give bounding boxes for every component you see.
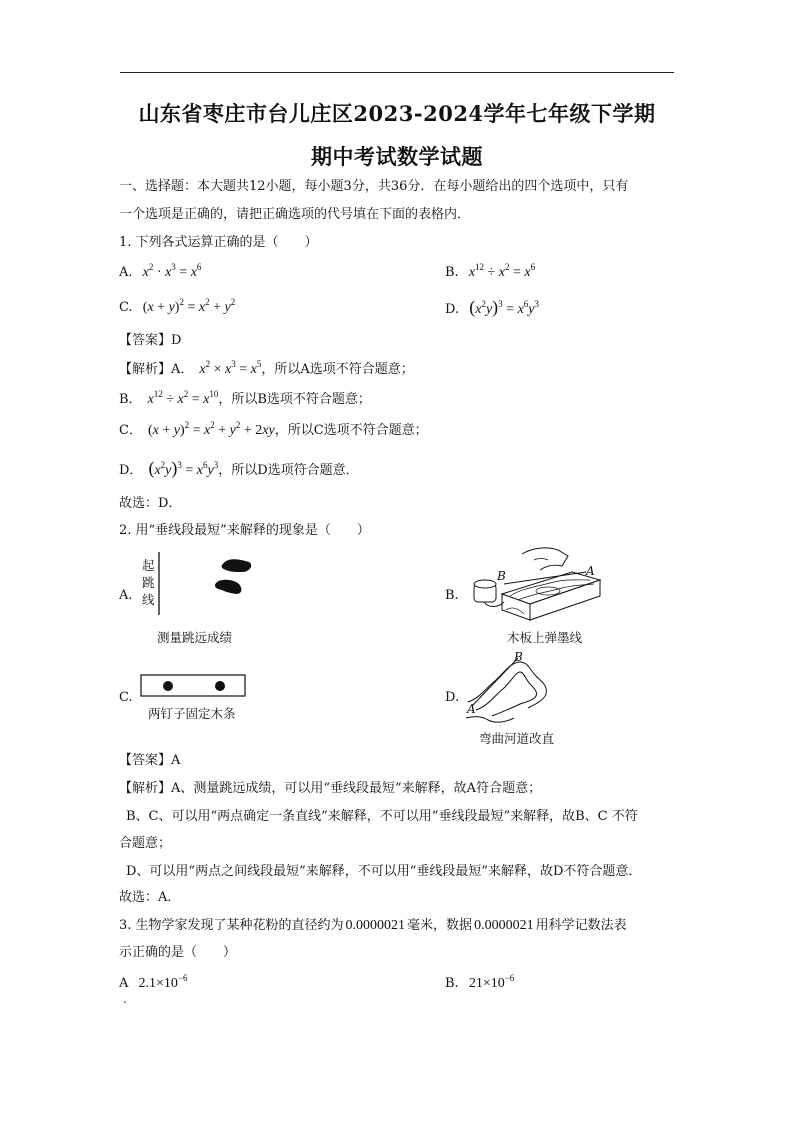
q1-analysis-d-formula: $(x^2y)^3 = x^6y^3$ (148, 458, 219, 478)
q3-option-b-exponent: −6 (504, 973, 515, 983)
q1-option-d-label: D. (445, 302, 460, 317)
q3-stem-part-1: 3. 生物学家发现了某种花粉的直径约为 (119, 918, 344, 933)
point-b-label-river: B (514, 650, 523, 664)
river-bank-inner (476, 672, 537, 716)
q1-analysis-a-head: 【解析】A． (119, 362, 194, 377)
q3-stem-part-3: 用科学记数法表 (535, 918, 627, 933)
wooden-strip (141, 675, 245, 696)
q2-option-a-label: A. (119, 588, 133, 603)
footprint-lower (215, 580, 241, 594)
q3-stem-line-1 (119, 917, 627, 935)
q1-option-a (119, 264, 201, 282)
q1-option-d-formula: $(x^2y)^3 = x^6y^3$ (469, 297, 540, 317)
long-jump-figure (150, 550, 260, 620)
q3-option-b (445, 975, 514, 993)
section-instruction-2: 一个选项是正确的，请把正确选项的代号填在下面的表格内． (119, 207, 471, 222)
river-bank-lower (466, 717, 514, 722)
nail-2 (215, 681, 225, 691)
q3-option-a-label: A (119, 976, 129, 991)
q3-option-b-mantissa: 21×10 (468, 976, 505, 991)
point-b-label-board: B (497, 569, 506, 583)
q2-caption-a: 测量跳远成绩 (157, 630, 233, 645)
q3-number-2: 0.0000021 (474, 918, 534, 933)
q1-option-c-label: C. (119, 300, 133, 315)
header-rule (120, 72, 674, 73)
q3-option-a (119, 975, 188, 993)
q1-analysis-b-formula: $x^{12} \div x^2 = x^{10}$ (147, 389, 219, 407)
q1-analysis-a (119, 361, 414, 379)
q3-stem-line-2: 示正确的是（ ） (119, 945, 237, 960)
holding-hand (484, 602, 504, 607)
jump-line-char-1: 起 (142, 558, 155, 573)
q2-option-b-label: B. (445, 588, 459, 603)
q2-analysis-1: 【解析】A、测量跳远成绩，可以用“垂线段最短”来解释，故A符合题意； (119, 781, 542, 796)
nail-1 (163, 681, 173, 691)
q3-option-b-label: B. (445, 976, 459, 991)
q1-analysis-c (119, 422, 428, 440)
q1-analysis-b-head: B． (119, 392, 142, 407)
q2-analysis-4: D、可以用“两点之间线段最短”来解释，不可以用“垂线段最短”来解释，故D不符合题意． (126, 864, 642, 879)
straightened-channel (472, 658, 518, 706)
q2-analysis-3: 合题意； (119, 836, 172, 851)
q1-answer: 【答案】D (119, 333, 182, 348)
q2-answer: 【答案】A (119, 753, 181, 768)
q3-option-a-mantissa: 2.1×10 (138, 976, 178, 991)
q1-analysis-d (119, 459, 359, 480)
q1-analysis-d-head: D． (119, 463, 143, 478)
q1-option-b-formula: $x^{12} \div x^2 = x^6$ (468, 262, 536, 280)
q1-analysis-c-formula: $(x + y)^2 = x^2 + y^2 + 2xy$ (147, 420, 275, 438)
footprint-upper (222, 559, 252, 572)
point-a-label-river: A (467, 702, 476, 716)
q2-option-d-label: D. (445, 690, 460, 705)
q1-stem: 1. 下列各式运算正确的是（ ） (119, 235, 318, 250)
q2-conclusion: 故选：A． (119, 890, 181, 905)
q3-option-a-value (138, 973, 188, 991)
q1-analysis-b (119, 391, 371, 409)
q1-analysis-a-formula: $x^2 \times x^3 = x^5$ (199, 359, 262, 377)
q1-analysis-b-tail: ，所以B选项不符合题意； (218, 392, 371, 407)
q1-analysis-a-tail: ，所以A选项不符合题意； (261, 362, 414, 377)
page-subtitle: 期中考试数学试题 (311, 144, 483, 169)
q1-analysis-c-tail: ，所以C选项不符合题意； (274, 423, 428, 438)
q1-analysis-d-tail: ，所以D选项符合题意． (218, 463, 359, 478)
jump-line-char-2: 跳 (142, 575, 155, 590)
q2-stem: 2. 用“垂线段最短”来解释的现象是（ ） (119, 523, 370, 538)
nailed-strip-figure (140, 674, 250, 700)
q2-analysis-2: B、C、可以用“两点确定一条直线”来解释，不可以用“垂线段最短”来解释，故B、C 不符 (126, 809, 638, 824)
q1-option-b-label: B. (445, 265, 459, 280)
point-a-label-board: A (586, 564, 595, 578)
q2-caption-d: 弯曲河道改直 (479, 731, 555, 746)
ink-box-top (474, 580, 496, 588)
q3-number-1: 0.0000021 (345, 918, 406, 933)
q1-option-a-label: A. (119, 265, 133, 280)
q2-caption-c: 两钉子固定木条 (148, 706, 236, 721)
q3-stem-part-2: 毫米，数据 (407, 918, 473, 933)
q1-analysis-c-head: C． (119, 423, 142, 438)
q1-option-b (445, 264, 535, 282)
wooden-board-figure (462, 544, 612, 624)
river-figure (462, 650, 562, 728)
q3-option-a-exponent: −6 (177, 973, 188, 983)
q3-option-b-value (468, 973, 515, 991)
hand-finger (534, 559, 548, 561)
q3-option-a-dot: . (123, 992, 127, 1006)
q1-option-c-formula: $(x + y)^2 = x^2 + y^2$ (142, 297, 236, 315)
q1-conclusion: 故选：D． (119, 496, 182, 511)
q1-option-a-formula: $x^2 \cdot x^3 = x^6$ (142, 262, 202, 280)
jump-line-char-3: 线 (142, 592, 155, 607)
q2-caption-b: 木板上弹墨线 (507, 630, 583, 645)
q2-option-c-label: C. (119, 690, 133, 705)
section-instruction-1: 一、选择题：本大题共12小题，每小题3分，共36分．在每小题给出的四个选项中，只有 (119, 179, 629, 194)
q1-option-d (445, 298, 539, 319)
q1-option-c (119, 299, 235, 317)
page-title: 山东省枣庄市台儿庄区2023-2024学年七年级下学期 (138, 101, 656, 126)
